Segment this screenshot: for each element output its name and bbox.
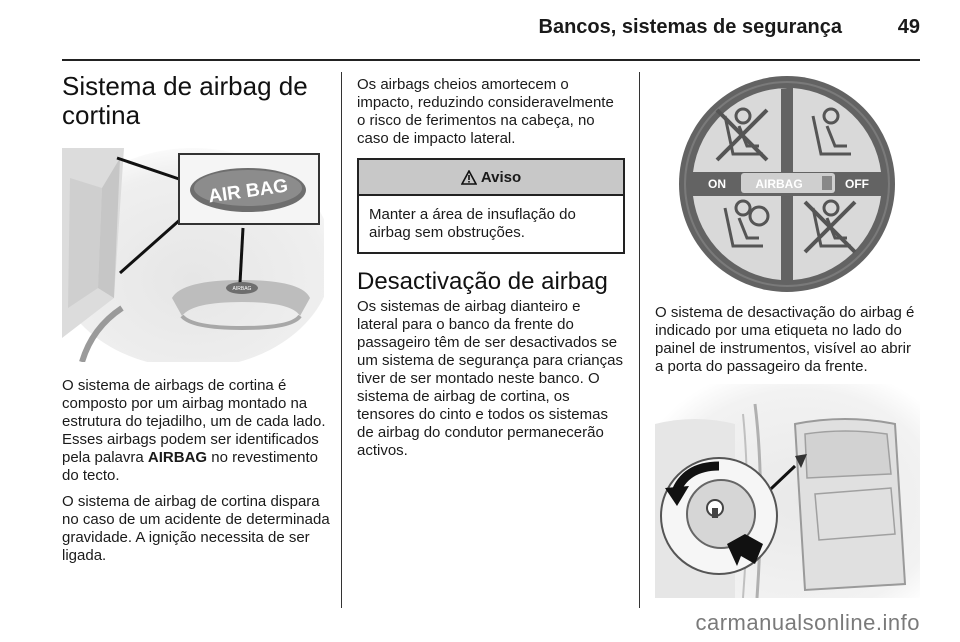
column-1: [62, 72, 330, 573]
door-side-panel-illustration: [655, 384, 920, 598]
figure-airbag-badge-text: AIRBAG: [232, 286, 252, 292]
watermark: carmanualsonline.info: [695, 610, 920, 635]
page-number: 49: [897, 16, 920, 38]
warning-triangle-icon: [461, 170, 477, 185]
paragraph-text: O sistema de airbags de cortina é composto por um airbag montado na estrutura do tejadilho, um de cada lado. Esses airbags podem ser identificados pela palavra: [62, 377, 326, 466]
column-divider: [639, 72, 640, 608]
paragraph-text: no revestimento do tecto.: [62, 449, 318, 484]
curtain-airbag-illustration: [62, 148, 324, 362]
column-3: [655, 72, 923, 598]
header-rule: [62, 59, 920, 61]
figure-airbag-label: AIR BAG: [207, 175, 290, 208]
paragraph-airbag-impact: Os airbags cheios amortecem o impacto, reduzindo consideravelmente o risco de ferimentos na cabeça, no caso de impacto lateral.: [357, 76, 614, 147]
section-heading-airbag-deactivation: Desactivação de airbag: [357, 268, 608, 295]
airbag-status-label-illustration: [655, 76, 920, 296]
warning-header: [359, 160, 623, 196]
running-header: [0, 0, 960, 60]
column-2: [357, 72, 625, 468]
paragraph-deactivation-indicator: O sistema de desactivação do airbag é indicado por uma etiqueta no lado do painel de instrumentos, visível ao abrir a porta do passageiro da frente.: [655, 304, 915, 375]
paragraph-curtain-airbag-trigger: O sistema de airbag de cortina dispara no caso de um acidente de determinada gravidade. A ignição necessita de ser ligada.: [62, 493, 330, 564]
paragraph-airbag-deactivation: Os sistemas de airbag dianteiro e lateral para o banco da frente do passageiro têm de ser desactivados se um sistema de segurança para crianças tiver de ser montado neste banco. O sistema de airbag de cortina, os tensores do cinto e todos os sistemas de airbag do condutor permanecerão activos.: [357, 298, 623, 459]
header-title: Bancos, sistemas de segurança: [538, 16, 842, 38]
warning-title: Aviso: [480, 168, 522, 186]
warning-text: Manter a área de insuflação do airbag sem obstruções.: [369, 206, 576, 241]
keyword-airbag: AIRBAG: [147, 449, 208, 466]
section-heading-curtain-airbag: Sistema de airbag de cortina: [62, 71, 308, 130]
column-divider: [341, 72, 342, 608]
label-airbag-text: AIRBAG: [755, 177, 803, 191]
label-off-text: OFF: [845, 177, 869, 191]
label-on-text: ON: [708, 177, 726, 191]
paragraph-curtain-airbag-description: [62, 377, 330, 485]
warning-box: [357, 158, 625, 254]
